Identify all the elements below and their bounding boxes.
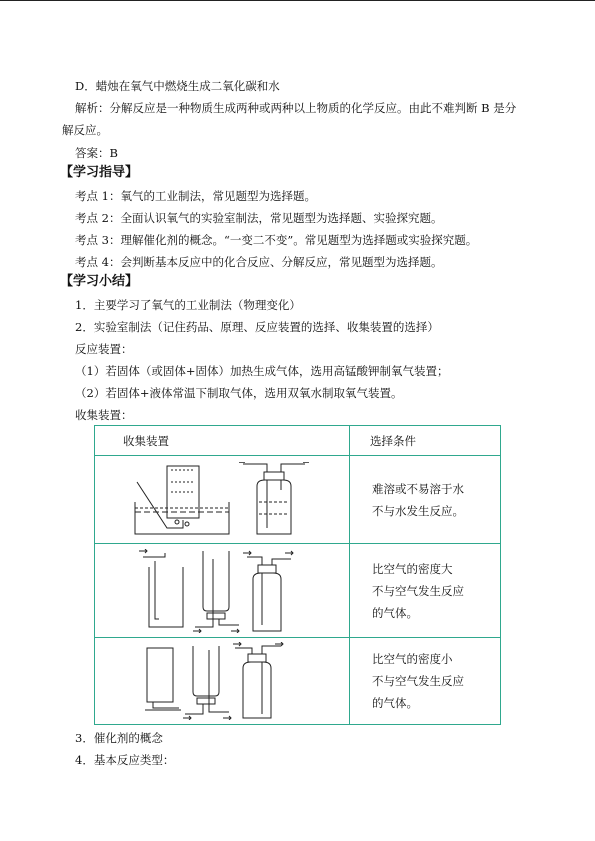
condition-line: 比空气的密度大 bbox=[372, 561, 453, 576]
condition-line: 的气体。 bbox=[372, 696, 418, 710]
condition-line: 不与空气发生反应 bbox=[372, 674, 464, 688]
device-cell bbox=[95, 544, 350, 638]
summary-item-3: 3．催化剂的概念 bbox=[75, 731, 163, 745]
device-cell bbox=[95, 638, 350, 725]
table-row bbox=[95, 638, 501, 725]
device-cell bbox=[95, 456, 350, 544]
water-displacement-apparatus-icon bbox=[127, 462, 317, 537]
summary-heading: 【学习小结】 bbox=[60, 274, 139, 289]
guide-heading: 【学习指导】 bbox=[60, 165, 139, 180]
condition-line: 比空气的密度小 bbox=[372, 652, 453, 666]
guide-point-1: 考点 1：氧气的工业制法，常见题型为选择题。 bbox=[75, 189, 316, 203]
collection-table bbox=[94, 425, 501, 725]
analysis-line-1: 解析：分解反应是一种物质生成两种或两种以上物质的化学反应。由此不难判断 B 是分 bbox=[75, 101, 517, 115]
condition-cell bbox=[350, 638, 501, 725]
condition-line: 不与水发生反应。 bbox=[372, 503, 464, 518]
condition-line: 的气体。 bbox=[372, 605, 418, 620]
guide-point-3: 考点 3：理解催化剂的概念。“一变二不变”。常见题型为选择题或实验探究题。 bbox=[75, 233, 478, 247]
condition-line: 难溶或不易溶于水 bbox=[372, 481, 464, 496]
condition-cell bbox=[350, 456, 501, 544]
condition-line: 不与空气发生反应 bbox=[372, 583, 464, 598]
downward-air-displacement-apparatus-icon bbox=[135, 642, 310, 720]
condition-cell bbox=[350, 544, 501, 638]
table-header-row bbox=[95, 426, 501, 456]
guide-point-2: 考点 2：全面认识氧气的实验室制法，常见题型为选择题、实验探究题。 bbox=[75, 211, 443, 225]
table-row bbox=[95, 456, 501, 544]
option-d: D．蜡烛在氧气中燃烧生成二氧化碳和水 bbox=[75, 79, 280, 93]
summary-item-2: 2．实验室制法（记住药品、原理、反应装置的选择、收集装置的选择） bbox=[75, 320, 439, 334]
header-condition: 选择条件 bbox=[350, 426, 501, 456]
analysis-line-2: 解反应。 bbox=[62, 123, 108, 137]
summary-item-1: 1．主要学习了氧气的工业制法（物理变化） bbox=[75, 298, 301, 312]
page-top-rule bbox=[0, 0, 595, 1]
header-device: 收集装置 bbox=[95, 426, 350, 456]
reaction-label: 反应装置： bbox=[75, 342, 133, 356]
summary-item-4: 4．基本反应类型： bbox=[75, 753, 175, 767]
table-row bbox=[95, 544, 501, 638]
reaction-1: （1）若固体（或固体+固体）加热生成气体，选用高锰酸钾制氧气装置； bbox=[75, 364, 449, 378]
answer: 答案：B bbox=[75, 146, 118, 160]
guide-point-4: 考点 4：会判断基本反应中的化合反应、分解反应，常见题型为选择题。 bbox=[75, 255, 443, 269]
reaction-2: （2）若固体+液体常温下制取气体，选用双氧水制取氧气装置。 bbox=[75, 386, 403, 400]
collect-label: 收集装置： bbox=[75, 408, 133, 422]
upward-air-displacement-apparatus-icon bbox=[135, 549, 310, 633]
